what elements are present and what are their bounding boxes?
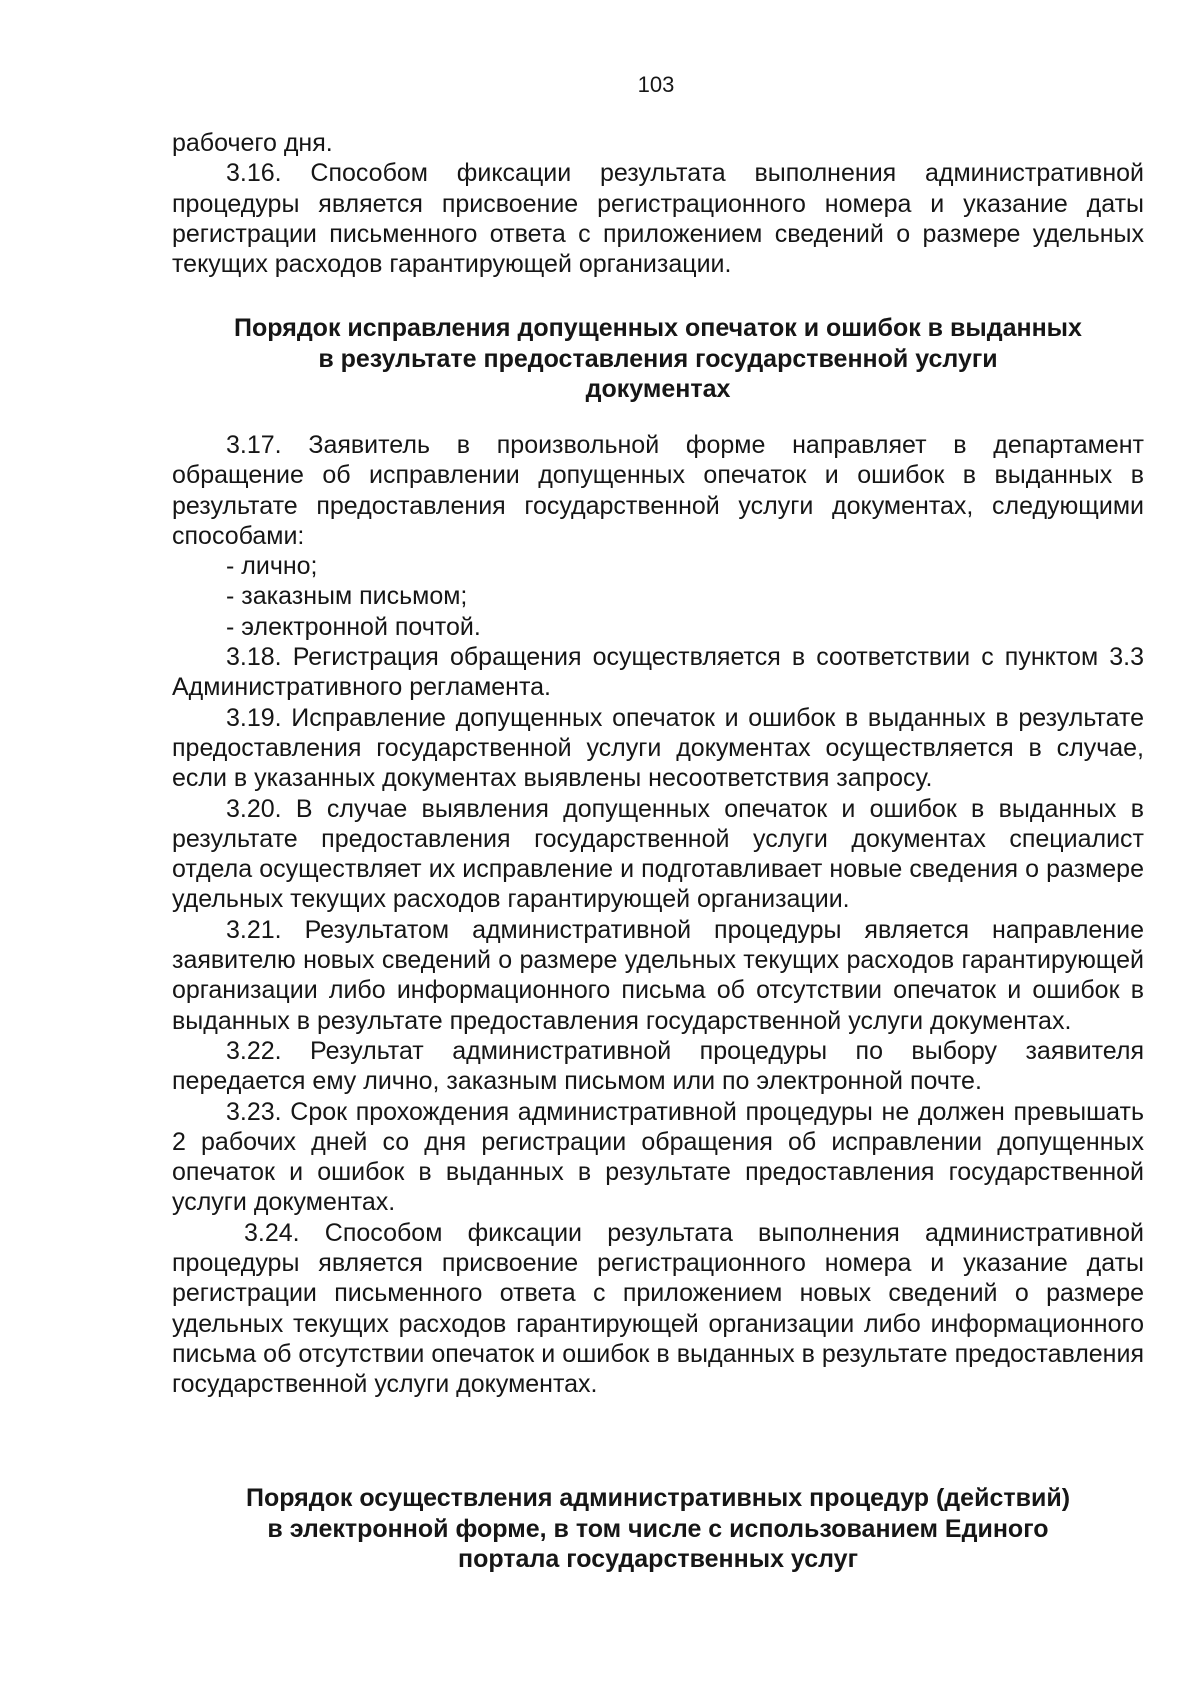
text-block-main bbox=[172, 430, 1144, 1400]
section-heading-electronic bbox=[172, 1483, 1144, 1575]
paragraph-3-16: 3.16. Способом фиксации результата выполнения административной процедуры является присвоение регистрационного номера и указание даты регистрации письменного ответа с приложением сведений о размере удельных текущих расходов гарантирующей организации. bbox=[172, 159, 1144, 279]
paragraph-3-20: 3.20. В случае выявления допущенных опечаток и ошибок в выданных в результате предоставления государственной услуги документах специалист отдела осуществляет их исправление и подготавливает новые сведения о размере удельных текущих расходов гарантирующей организации. bbox=[172, 794, 1144, 914]
text-block-intro bbox=[172, 128, 1144, 279]
heading-line: портала государственных услуг bbox=[458, 1545, 858, 1573]
list-item: - лично; bbox=[226, 552, 318, 581]
heading-line: в электронной форме, в том числе с использованием Единого bbox=[267, 1514, 1049, 1543]
paragraph-continuation: рабочего дня. bbox=[172, 129, 333, 157]
heading-line: документах bbox=[585, 375, 731, 403]
page-number: 103 bbox=[637, 72, 675, 97]
heading-line: в результате предоставления государственной услуги bbox=[318, 344, 998, 373]
paragraph-3-22: 3.22. Результат административной процедуры по выбору заявителя передается ему лично, заказным письмом или по электронной почте. bbox=[172, 1036, 1144, 1096]
section-heading-corrections bbox=[172, 313, 1144, 405]
heading-line: Порядок исправления допущенных опечаток и ошибок в выданных bbox=[234, 314, 1082, 342]
paragraph-3-23: 3.23. Срок прохождения административной процедуры не должен превышать 2 рабочих дней со дня регистрации обращения об исправлении допущенных опечаток и ошибок в выданных в результате предоставления государственной услуги документах. bbox=[172, 1097, 1144, 1217]
paragraph-3-17: 3.17. Заявитель в произвольной форме направляет в департамент обращение об исправлении допущенных опечаток и ошибок в выданных в результате предоставления государственной услуги документах, следующими способами: bbox=[172, 431, 1144, 550]
paragraph-3-18: 3.18. Регистрация обращения осуществляется в соответствии с пунктом 3.3 Административного регламента. bbox=[172, 643, 1144, 702]
list-item: - заказным письмом; bbox=[226, 582, 468, 611]
paragraph-3-24: 3.24. Способом фиксации результата выполнения административной процедуры является присвоение регистрационного номера и указание даты регистрации письменного ответа с приложением новых сведений о размере удельных текущих расходов гарантирующей организации либо информационного письма об отсутствии опечаток и ошибок в выданных в результате предоставления государственной услуги документах. bbox=[172, 1218, 1144, 1399]
heading-line: Порядок осуществления административных процедур (действий) bbox=[245, 1484, 1071, 1512]
paragraph-3-21: 3.21. Результатом административной процедуры является направление заявителю новых сведений о размере удельных текущих расходов гарантирующей организации либо информационного письма об отсутствии опечаток и ошибок в выданных в результате предоставления государственной услуги документах. bbox=[172, 915, 1144, 1035]
list-item: - электронной почтой. bbox=[226, 612, 481, 641]
paragraph-3-19: 3.19. Исправление допущенных опечаток и ошибок в выданных в результате предоставления государственной услуги документах осуществляется в случае, если в указанных документах выявлены несоответствия запросу. bbox=[172, 703, 1144, 793]
